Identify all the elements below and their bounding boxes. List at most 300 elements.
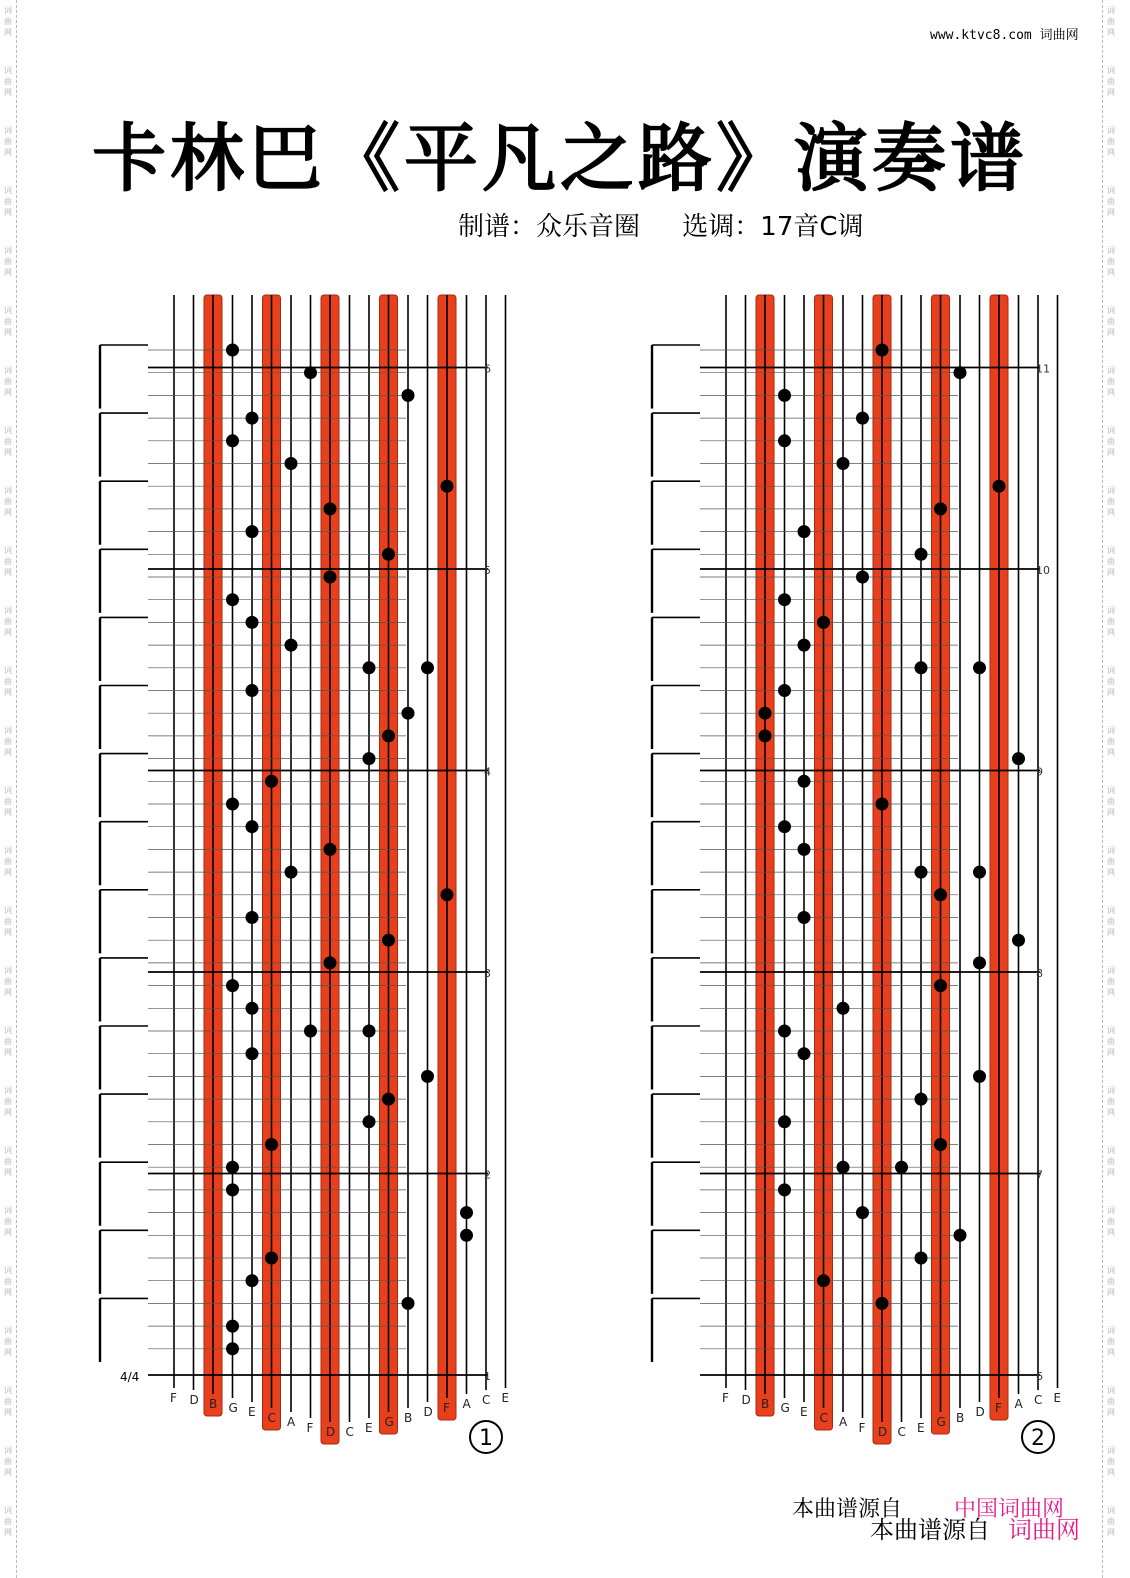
footer-source-text: 本曲谱源自: [870, 1516, 990, 1544]
note-dot: [421, 1070, 434, 1083]
watermark-char: 词: [1107, 1506, 1115, 1515]
tine-label: E: [917, 1421, 925, 1435]
measure-number: 4: [484, 765, 491, 779]
note-dot: [973, 661, 986, 674]
watermark-char: 网: [4, 148, 12, 157]
watermark-char: 曲: [1107, 857, 1115, 866]
note-dot: [246, 616, 259, 629]
note-dot: [915, 548, 928, 561]
note-dot: [993, 480, 1006, 493]
note-dot: [441, 480, 454, 493]
watermark-char: 网: [1107, 1348, 1115, 1357]
note-dot: [226, 1342, 239, 1355]
note-dot: [778, 593, 791, 606]
tine-label: E: [365, 1421, 373, 1435]
footer: [870, 1510, 1080, 1545]
watermark-char: 网: [4, 1048, 12, 1057]
note-dot: [363, 661, 376, 674]
note-dot: [402, 707, 415, 720]
watermark-char: 网: [4, 28, 12, 37]
watermark-char: 网: [4, 388, 12, 397]
note-dot: [246, 1002, 259, 1015]
watermark-char: 曲: [1107, 137, 1115, 146]
watermark-char: 曲: [4, 317, 12, 326]
watermark-char: 词: [4, 846, 12, 855]
watermark-char: 曲: [1107, 197, 1115, 206]
watermark-char: 词: [1107, 6, 1115, 15]
footer-ghost-text: 本曲谱源自: [792, 1497, 903, 1522]
note-dot: [798, 843, 811, 856]
watermark-char: 曲: [4, 917, 12, 926]
page-number: 2: [1031, 1426, 1045, 1451]
watermark-char: 词: [1107, 186, 1115, 195]
note-dot: [934, 979, 947, 992]
watermark-char: 词: [4, 366, 12, 375]
watermark-char: 曲: [4, 1277, 12, 1286]
watermark-char: 网: [4, 748, 12, 757]
note-dot: [973, 866, 986, 879]
watermark-char: 网: [1107, 988, 1115, 997]
tine-label: E: [800, 1405, 808, 1419]
tine-label: D: [423, 1405, 433, 1419]
note-dot: [837, 1002, 850, 1015]
note-dot: [363, 752, 376, 765]
watermark-char: 网: [4, 1228, 12, 1237]
watermark-char: 曲: [1107, 377, 1115, 386]
watermark-char: 网: [1107, 148, 1115, 157]
measure-number: 11: [1036, 362, 1050, 376]
note-dot: [915, 661, 928, 674]
watermark-char: 词: [4, 546, 12, 555]
note-dot: [441, 888, 454, 901]
watermark-char: 曲: [4, 1517, 12, 1526]
note-dot: [246, 525, 259, 538]
watermark-char: 曲: [4, 1157, 12, 1166]
note-dot: [759, 707, 772, 720]
watermark-char: 网: [1107, 808, 1115, 817]
tine-label: D: [878, 1425, 888, 1439]
note-dot: [1012, 752, 1025, 765]
watermark-char: 词: [4, 786, 12, 795]
note-dot: [460, 1206, 473, 1219]
watermark-char: 网: [4, 868, 12, 877]
note-dot: [876, 798, 889, 811]
note-dot: [798, 1047, 811, 1060]
note-dot: [895, 1161, 908, 1174]
tine-label: C: [819, 1411, 828, 1425]
watermark-char: 网: [1107, 328, 1115, 337]
note-dot: [856, 412, 869, 425]
watermark-char: 网: [1107, 868, 1115, 877]
tine-label: B: [404, 1411, 413, 1425]
note-dot: [778, 820, 791, 833]
site-name[interactable]: 词曲网: [1039, 28, 1079, 43]
watermark-char: 网: [4, 328, 12, 337]
watermark-char: 曲: [1107, 557, 1115, 566]
note-dot: [421, 661, 434, 674]
watermark-char: 曲: [1107, 1517, 1115, 1526]
watermark-char: 网: [4, 1468, 12, 1477]
watermark-char: 词: [1107, 1326, 1115, 1335]
watermark-char: 曲: [4, 1217, 12, 1226]
watermark-char: 曲: [1107, 917, 1115, 926]
watermark-char: 网: [4, 1288, 12, 1297]
watermark-char: 网: [4, 568, 12, 577]
watermark-char: 曲: [1107, 617, 1115, 626]
tine-label: G: [228, 1401, 238, 1415]
watermark-char: 词: [4, 1326, 12, 1335]
note-dot: [798, 525, 811, 538]
note-dot: [876, 1297, 889, 1310]
note-dot: [876, 344, 889, 357]
note-dot: [1012, 934, 1025, 947]
note-dot: [246, 1047, 259, 1060]
note-dot: [285, 457, 298, 470]
note-dot: [226, 1161, 239, 1174]
watermark-char: 网: [4, 508, 12, 517]
watermark-char: 词: [4, 306, 12, 315]
note-dot: [778, 684, 791, 697]
note-dot: [304, 1025, 317, 1038]
note-dot: [778, 1115, 791, 1128]
note-dot: [265, 1138, 278, 1151]
watermark-char: 网: [4, 1348, 12, 1357]
watermark-char: 曲: [4, 737, 12, 746]
watermark-char: 曲: [1107, 497, 1115, 506]
note-dot: [246, 412, 259, 425]
note-dot: [304, 366, 317, 379]
note-dot: [915, 866, 928, 879]
note-dot: [856, 1206, 869, 1219]
watermark-char: 词: [1107, 66, 1115, 75]
watermark-char: 词: [1107, 486, 1115, 495]
watermark-char: 词: [4, 726, 12, 735]
note-dot: [934, 502, 947, 515]
watermark-char: 词: [4, 246, 12, 255]
watermark-char: 网: [1107, 508, 1115, 517]
watermark-char: 词: [4, 1206, 12, 1215]
note-dot: [798, 911, 811, 924]
note-dot: [324, 843, 337, 856]
note-dot: [382, 1093, 395, 1106]
tine-label: D: [326, 1425, 336, 1439]
watermark-char: 网: [1107, 1408, 1115, 1417]
watermark-char: 词: [4, 1086, 12, 1095]
tine-label: D: [975, 1405, 985, 1419]
watermark-char: 曲: [1107, 1037, 1115, 1046]
note-dot: [973, 956, 986, 969]
watermark-char: 词: [4, 606, 12, 615]
watermark-char: 网: [1107, 88, 1115, 97]
note-dot: [402, 389, 415, 402]
watermark-char: 网: [4, 688, 12, 697]
note-dot: [915, 1093, 928, 1106]
watermark-char: 网: [4, 628, 12, 637]
measure-number: 3: [484, 967, 491, 980]
measure-number: 5: [484, 564, 491, 577]
arranger-label: 制谱：众乐音圈: [458, 212, 641, 242]
watermark-char: 曲: [1107, 17, 1115, 26]
watermark-char: 曲: [4, 377, 12, 386]
note-dot: [837, 1161, 850, 1174]
watermark-char: 网: [1107, 1528, 1115, 1537]
watermark-char: 网: [4, 1168, 12, 1177]
note-dot: [226, 979, 239, 992]
watermark-char: 网: [1107, 568, 1115, 577]
tine-label: E: [248, 1405, 256, 1419]
note-dot: [226, 798, 239, 811]
watermark-char: 曲: [1107, 797, 1115, 806]
tine-label: B: [761, 1397, 770, 1411]
note-dot: [759, 729, 772, 742]
note-dot: [954, 1229, 967, 1242]
watermark-char: 词: [4, 666, 12, 675]
tine-label: G: [936, 1415, 946, 1429]
watermark-char: 词: [1107, 306, 1115, 315]
tine-label: G: [780, 1401, 790, 1415]
watermark-char: 曲: [4, 1397, 12, 1406]
watermark-char: 曲: [1107, 1277, 1115, 1286]
watermark-char: 词: [4, 186, 12, 195]
watermark-char: 曲: [1107, 1397, 1115, 1406]
watermark-char: 词: [1107, 846, 1115, 855]
watermark-char: 曲: [1107, 677, 1115, 686]
note-dot: [226, 593, 239, 606]
watermark-char: 曲: [4, 977, 12, 986]
watermark-char: 网: [1107, 1228, 1115, 1237]
watermark-char: 网: [1107, 1048, 1115, 1057]
measure-number: 1: [484, 1370, 491, 1383]
tine-label: F: [858, 1421, 866, 1435]
watermark-char: 曲: [1107, 1337, 1115, 1346]
tine-label: F: [443, 1401, 450, 1415]
tine-label: C: [482, 1393, 491, 1407]
note-dot: [798, 775, 811, 788]
measure-number: 10: [1036, 564, 1050, 577]
watermark-char: 曲: [4, 497, 12, 506]
watermark-char: 曲: [1107, 737, 1115, 746]
note-dot: [226, 434, 239, 447]
note-dot: [363, 1025, 376, 1038]
watermark-char: 词: [1107, 426, 1115, 435]
tine-label: C: [345, 1425, 354, 1439]
watermark-char: 词: [1107, 1266, 1115, 1275]
watermark-char: 词: [1107, 786, 1115, 795]
note-dot: [382, 729, 395, 742]
note-dot: [778, 434, 791, 447]
note-dot: [382, 934, 395, 947]
watermark-char: 词: [1107, 126, 1115, 135]
watermark-char: 词: [4, 6, 12, 15]
watermark-char: 曲: [4, 617, 12, 626]
watermark-char: 网: [1107, 448, 1115, 457]
watermark-char: 曲: [1107, 257, 1115, 266]
watermark-char: 曲: [4, 797, 12, 806]
watermark-char: 网: [1107, 1288, 1115, 1297]
note-dot: [817, 616, 830, 629]
measure-number: 8: [1036, 967, 1043, 980]
tine-label: F: [722, 1391, 729, 1405]
watermark-char: 词: [1107, 366, 1115, 375]
watermark-char: 网: [4, 808, 12, 817]
page-title: 卡林巴《平凡之路》演奏谱: [92, 116, 1028, 202]
watermark-char: 词: [1107, 1206, 1115, 1215]
note-dot: [934, 888, 947, 901]
note-dot: [460, 1229, 473, 1242]
tine-label: E: [501, 1391, 510, 1405]
watermark-char: 网: [4, 208, 12, 217]
note-dot: [265, 1252, 278, 1265]
watermark-char: 词: [4, 906, 12, 915]
tine-label: A: [1014, 1397, 1023, 1411]
note-dot: [856, 571, 869, 584]
watermark-char: 词: [1107, 1086, 1115, 1095]
footer-site-link[interactable]: 词曲网: [1008, 1516, 1080, 1544]
note-dot: [778, 1025, 791, 1038]
watermark-char: 曲: [4, 1337, 12, 1346]
note-dot: [324, 502, 337, 515]
watermark-char: 网: [1107, 28, 1115, 37]
watermark-char: 词: [4, 126, 12, 135]
note-dot: [246, 820, 259, 833]
watermark-char: 词: [4, 966, 12, 975]
watermark-char: 词: [1107, 966, 1115, 975]
watermark-char: 词: [1107, 666, 1115, 675]
note-dot: [934, 1138, 947, 1151]
watermark-char: 网: [1107, 928, 1115, 937]
watermark-char: 曲: [4, 1097, 12, 1106]
measure-number: 6: [484, 362, 491, 376]
watermark-char: 曲: [1107, 1217, 1115, 1226]
tine-label: A: [287, 1415, 296, 1429]
watermark-char: 词: [4, 66, 12, 75]
watermark-char: 网: [1107, 208, 1115, 217]
watermark-char: 词: [1107, 1386, 1115, 1395]
watermark-char: 网: [4, 268, 12, 277]
watermark-char: 词: [1107, 606, 1115, 615]
watermark-char: 曲: [1107, 1457, 1115, 1466]
watermark-char: 网: [1107, 1108, 1115, 1117]
tine-label: C: [1034, 1393, 1043, 1407]
tine-label: F: [170, 1391, 177, 1405]
tine-label: G: [384, 1415, 394, 1429]
tine-label: D: [189, 1393, 199, 1407]
watermark-char: 词: [1107, 906, 1115, 915]
watermark-char: 曲: [1107, 317, 1115, 326]
measure-number: 6: [1036, 1370, 1043, 1383]
tine-label: C: [897, 1425, 906, 1439]
note-dot: [265, 775, 278, 788]
tine-label: E: [1053, 1391, 1062, 1405]
watermark-char: 曲: [1107, 1157, 1115, 1166]
watermark-char: 词: [4, 1146, 12, 1155]
watermark-char: 词: [4, 1386, 12, 1395]
watermark-char: 曲: [4, 77, 12, 86]
watermark-char: 网: [4, 1528, 12, 1537]
footer-ghost-site: 中国词曲网: [954, 1497, 1065, 1522]
note-dot: [285, 866, 298, 879]
note-dot: [798, 639, 811, 652]
note-dot: [363, 1115, 376, 1128]
note-dot: [402, 1297, 415, 1310]
note-dot: [285, 639, 298, 652]
watermark-char: 网: [1107, 688, 1115, 697]
watermark-char: 曲: [4, 557, 12, 566]
watermark-char: 网: [1107, 388, 1115, 397]
tine-label: F: [306, 1421, 314, 1435]
watermark-char: 词: [4, 486, 12, 495]
watermark-char: 曲: [4, 257, 12, 266]
measure-number: 2: [484, 1168, 491, 1182]
note-dot: [226, 1183, 239, 1196]
watermark-char: 网: [4, 1408, 12, 1417]
note-dot: [226, 1320, 239, 1333]
note-dot: [246, 1274, 259, 1287]
note-dot: [324, 956, 337, 969]
tine-label: D: [741, 1393, 751, 1407]
note-dot: [817, 1274, 830, 1287]
watermark-char: 曲: [4, 17, 12, 26]
watermark-char: 词: [1107, 246, 1115, 255]
tine-label: C: [267, 1411, 276, 1425]
note-dot: [246, 911, 259, 924]
watermark-char: 词: [4, 1026, 12, 1035]
watermark-char: 网: [4, 88, 12, 97]
note-dot: [837, 457, 850, 470]
tine-label: A: [462, 1397, 471, 1411]
tine-label: A: [839, 1415, 848, 1429]
key-label: 选调：17音C调: [682, 212, 864, 242]
watermark-char: 曲: [1107, 1097, 1115, 1106]
watermark-char: 词: [1107, 726, 1115, 735]
watermark-char: 网: [1107, 1468, 1115, 1477]
note-dot: [226, 344, 239, 357]
watermark-char: 曲: [4, 857, 12, 866]
watermark-char: 词: [1107, 1026, 1115, 1035]
watermark-char: 词: [1107, 1146, 1115, 1155]
watermark-char: 网: [1107, 628, 1115, 637]
watermark-char: 曲: [1107, 977, 1115, 986]
watermark-char: 网: [4, 988, 12, 997]
note-dot: [778, 1183, 791, 1196]
watermark-char: 曲: [1107, 77, 1115, 86]
watermark-char: 网: [1107, 268, 1115, 277]
watermark-char: 曲: [4, 1457, 12, 1466]
watermark-char: 词: [1107, 546, 1115, 555]
watermark-char: 曲: [4, 197, 12, 206]
watermark-char: 网: [4, 448, 12, 457]
watermark-char: 词: [4, 1446, 12, 1455]
note-dot: [973, 1070, 986, 1083]
watermark-char: 网: [1107, 748, 1115, 757]
watermark-char: 曲: [4, 1037, 12, 1046]
measure-number: 7: [1036, 1168, 1043, 1182]
tine-label: F: [995, 1401, 1002, 1415]
note-dot: [954, 366, 967, 379]
time-signature: 4/4: [120, 1370, 140, 1384]
page-number: 1: [479, 1426, 493, 1451]
watermark-char: 曲: [4, 677, 12, 686]
note-dot: [246, 684, 259, 697]
watermark-char: 词: [4, 1506, 12, 1515]
watermark-char: 网: [4, 928, 12, 937]
tine-label: B: [956, 1411, 965, 1425]
watermark-char: 词: [4, 1266, 12, 1275]
watermark-char: 网: [1107, 1168, 1115, 1177]
site-url[interactable]: www.ktvc8.com: [930, 28, 1032, 43]
note-dot: [778, 389, 791, 402]
note-dot: [324, 571, 337, 584]
